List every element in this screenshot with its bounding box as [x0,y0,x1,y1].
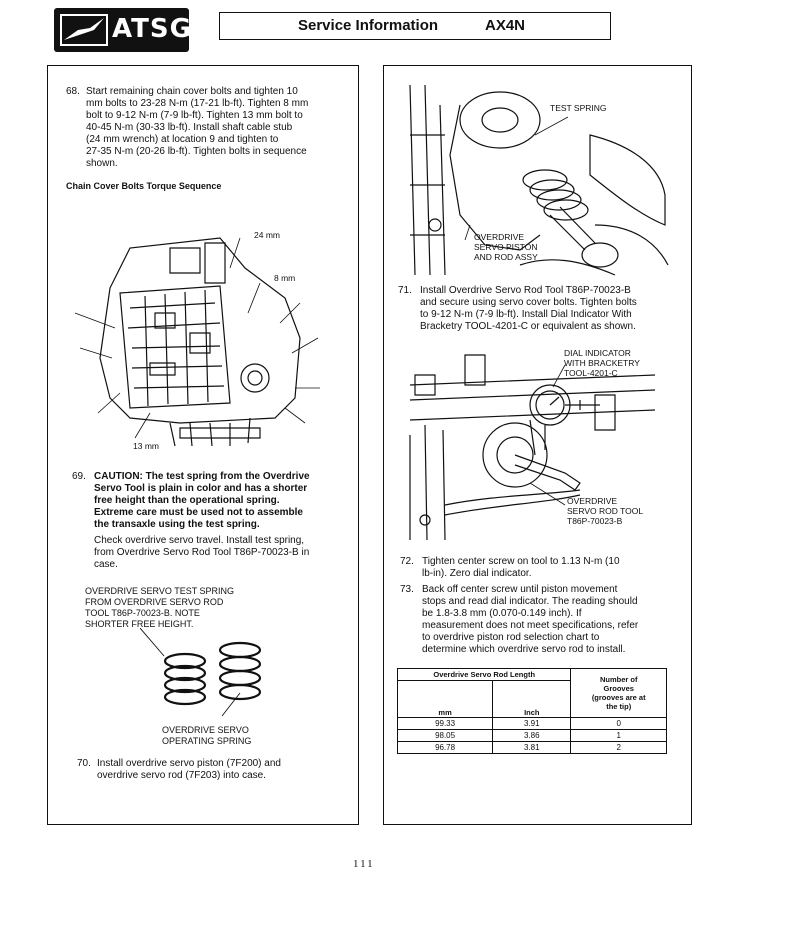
figure-title-chain-cover: Chain Cover Bolts Torque Sequence [66,181,222,191]
text-line: the transaxle using the test spring. [94,519,260,530]
text-line: Install overdrive servo piston (7F200) and [97,758,281,769]
header-box [219,12,611,40]
text-line: Tighten center screw on tool to 1.13 N-m (10 [422,556,620,567]
test-spring-caption [85,586,234,630]
step-text [86,86,308,170]
cell-grooves: 2 [571,742,667,754]
text-line: WITH BRACKETRY [564,358,640,368]
text-line: bolt to 9-12 N-m (7-9 lb-ft). Tighten 13 mm bolt to [86,110,303,121]
text-line: OVERDRIVE SERVO TEST SPRING [85,586,235,596]
text-line: SERVO ROD TOOL [567,506,644,516]
step-number: 73. [400,584,414,595]
text-line: (24 mm wrench) at location 9 and tighten to [86,134,279,145]
text-line: lb-in). Zero dial indicator. [422,568,532,579]
chain-cover-illustration [70,228,330,453]
text-line: (grooves are at [591,693,646,702]
cell-inch: 3.81 [493,742,571,754]
logo-bird-icon [60,14,108,46]
logo-text: ATSG [112,14,192,44]
step-text [422,556,620,580]
label-dial-indicator [564,348,640,378]
text-line: SERVO PISTON [474,242,538,252]
cell-mm: 99.33 [398,718,493,730]
step-number: 69. [72,471,86,482]
text-line: Grooves [603,684,634,693]
step-text [420,285,637,333]
cell-grooves: 0 [571,718,667,730]
text-line: Servo Tool is plain in color and has a shorter [94,483,308,494]
step-text [97,758,281,782]
label-24mm: 24 mm [254,230,280,240]
cell-grooves: 1 [571,730,667,742]
rod-length-table [397,668,667,754]
text-line: free height than the operational spring. [94,495,280,506]
springs-illustration [140,628,280,728]
cell-mm: 96.78 [398,742,493,754]
text-line: Start remaining chain cover bolts and tighten 10 [86,86,298,97]
text-line: 40-45 N-m (30-33 lb-ft). Install shaft cable stub [86,122,293,133]
text-line: Number of [599,675,638,684]
text-line: be 1.8-3.8 mm (0.070-0.149 inch). If [422,608,582,619]
text-line: T86P-70023-B [567,516,623,526]
table-row [398,730,667,742]
table-row [398,742,667,754]
text-line: to overdrive piston rod selection chart to [422,632,600,643]
step-number: 70. [77,758,91,769]
table-group-header: Overdrive Servo Rod Length [398,669,571,681]
table-header-grooves [571,669,667,718]
text-line: OVERDRIVE [474,232,525,242]
text-line: overdrive servo rod (7F203) into case. [97,770,266,781]
step-text [422,584,638,656]
step-69-body [94,535,354,571]
text-line: Bracketry TOOL-4201-C or equivalent as shown. [420,321,636,332]
text-line: Back off center screw until piston movement [422,584,618,595]
page-title: Service Information [298,17,439,34]
label-test-spring: TEST SPRING [550,103,607,113]
step-number: 71. [398,285,412,296]
text-line: OVERDRIVE SERVO [162,725,249,735]
label-13mm: 13 mm [133,441,159,451]
text-line: determine which overdrive servo rod to install. [422,644,626,655]
page-number: 111 [353,858,375,870]
text-line: TOOL-4201-C [564,368,618,378]
text-line: Install Overdrive Servo Rod Tool T86P-70023-B [420,285,631,296]
label-8mm: 8 mm [274,273,296,283]
text-line: OVERDRIVE [567,496,618,506]
cell-inch: 3.86 [493,730,571,742]
operating-spring-caption [162,725,251,747]
label-servo-piston [474,232,538,262]
text-line: OPERATING SPRING [162,736,252,746]
text-line: AND ROD ASSY [474,252,538,262]
table-row [398,718,667,730]
caution-text [94,471,310,531]
text-line: FROM OVERDRIVE SERVO ROD [85,597,224,607]
table-header-inch: Inch [493,681,571,718]
text-line: SHORTER FREE HEIGHT. [85,619,194,629]
label-servo-rod-tool [567,496,643,526]
text-line: stops and read dial indicator. The reading should [422,596,638,607]
text-line: TOOL T86P-70023-B. NOTE [85,608,200,618]
step-number: 72. [400,556,414,567]
cell-inch: 3.91 [493,718,571,730]
text-line: to 9-12 N-m (7-9 lb-ft). Install Dial Indicator With [420,309,632,320]
text-line: measurement does not meet specifications, refer [422,620,639,631]
atsg-logo [54,8,192,52]
text-line: the tip) [606,702,632,711]
text-line: Extreme care must be used not to assemble [94,507,303,518]
text-line: CAUTION: The test spring from the Overdrive [94,471,310,482]
text-line: and secure using servo cover bolts. Tighten bolts [420,297,637,308]
table-header-mm: mm [398,681,493,718]
text-line: 27-35 N-m (20-26 lb-ft). Tighten bolts in sequence [86,146,307,157]
text-line: mm bolts to 23-28 N-m (17-21 lb-ft). Tighten 8 mm [86,98,309,109]
text-line: case. [94,559,118,570]
cell-mm: 98.05 [398,730,493,742]
model-name: AX4N [485,17,526,34]
step-number: 68. [66,86,80,97]
text-line: DIAL INDICATOR [564,348,631,358]
text-line: from Overdrive Servo Rod Tool T86P-70023-B in [94,547,310,558]
text-line: Check overdrive servo travel. Install test spring, [94,535,305,546]
text-line: shown. [86,158,118,169]
